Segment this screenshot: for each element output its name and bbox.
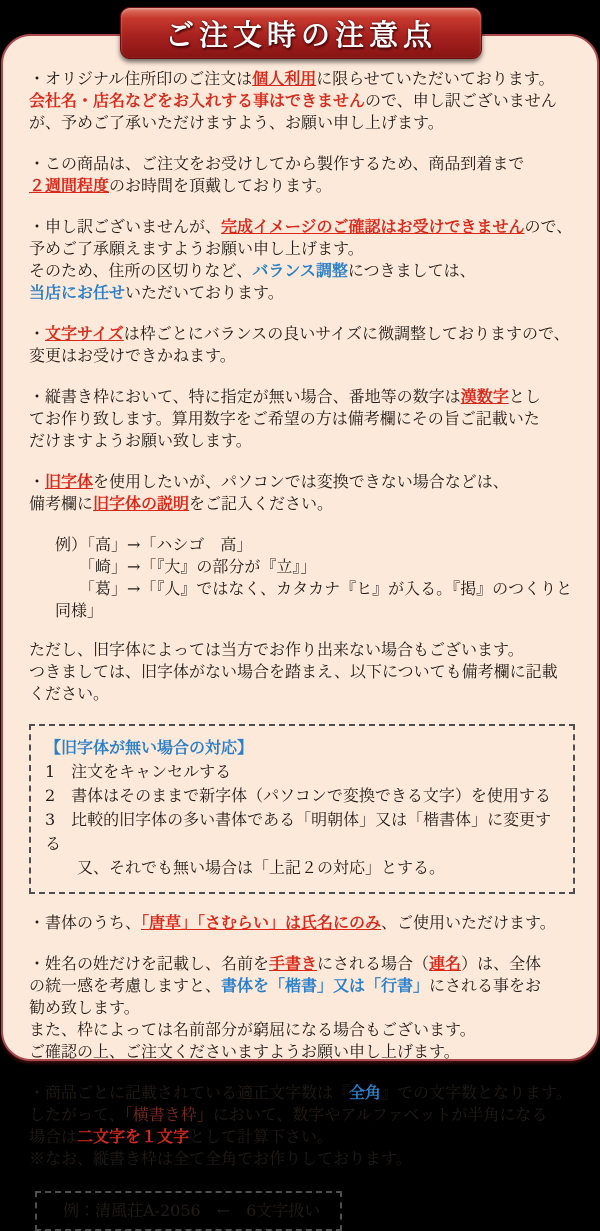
body-text: 備考欄に: [29, 494, 94, 513]
text-line: [29, 1126, 575, 1148]
title-banner: [120, 7, 482, 59]
body-text: ので、申し訳ございません: [365, 91, 557, 110]
text-line: [45, 760, 561, 784]
body-text: 例：清風荘A-2056 ← 6文字扱い: [63, 1201, 321, 1220]
body-text: につきましては、: [347, 261, 476, 280]
body-text: 「崎」→「『大』の部分が『立』」: [55, 557, 317, 576]
body-text: ）は、全体: [461, 954, 542, 973]
emphasized-text: 全角: [349, 1083, 382, 1102]
body-text: の統一感を考慮しますと、: [29, 976, 222, 995]
content-blocks: [29, 68, 575, 1231]
text-line: [29, 1104, 575, 1126]
body-text: ・: [29, 472, 46, 491]
old-kanji-examples: [29, 534, 575, 622]
body-text: 「葛」→「『人』ではなく、カタカナ『ヒ』が入る。『掲』のつくりと同様」: [55, 579, 573, 620]
body-text: ・姓名の姓だけを記載し、名前を: [29, 954, 270, 973]
body-text: だけますようお願い致します。: [29, 431, 252, 450]
emphasized-text: 【旧字体が無い場合の対応】: [45, 738, 254, 757]
body-text: 』での文字数となります。: [381, 1083, 572, 1102]
text-line: [55, 534, 575, 556]
body-text: とし: [508, 387, 541, 406]
body-text: にされる事をお: [429, 976, 542, 995]
body-text: 例）「高」→「ハシゴ 高」: [55, 535, 253, 554]
text-line: [45, 784, 561, 808]
text-line: [29, 216, 575, 238]
body-text: ので、: [524, 217, 573, 236]
notice-font-size: [29, 323, 575, 367]
text-line: [29, 112, 575, 134]
text-line: [29, 68, 575, 90]
notice-handwritten-name: [29, 953, 575, 1063]
text-line: [29, 90, 575, 112]
character-count-example-box: [35, 1191, 342, 1231]
text-line: [55, 556, 575, 578]
body-text: ・書体のうち、: [29, 913, 142, 932]
emphasized-text: 手書き: [269, 954, 318, 973]
emphasized-text: 個人利用: [252, 69, 317, 88]
emphasized-text: 会社名・店名などをお入れする事はできません: [29, 91, 366, 110]
body-text: は枠ごとにバランスの良いサイズに微調整しておりますので、: [123, 324, 570, 343]
body-text: そのため、住所の区切りなど、: [29, 261, 253, 280]
emphasized-text: 当店にお任せ: [29, 283, 126, 302]
text-line: [29, 345, 575, 367]
emphasized-text: バランス調整: [252, 261, 348, 280]
body-text: つきましては、旧字体がない場合を踏まえ、以下についても備考欄に記載: [29, 662, 558, 681]
notice-kanji-numerals: [29, 386, 575, 452]
text-line: [29, 1019, 575, 1041]
body-text: を使用したいが、パソコンでは変換できない場合などは、: [93, 472, 509, 491]
text-line: [29, 153, 575, 175]
notice-old-kanji: [29, 471, 575, 515]
text-line: [29, 175, 575, 197]
page-title: ご注文時の注意点: [164, 17, 437, 52]
body-text: に限らせていただいております。: [316, 69, 555, 88]
body-text: が、予めご了承いただけますよう、お願い申し上げます。: [29, 113, 444, 132]
emphasized-text: 旧字体の説明: [93, 494, 190, 513]
body-text: において、数字やアルファベットが半角になる: [212, 1105, 548, 1124]
text-line: [29, 975, 575, 997]
text-line: [29, 493, 575, 515]
body-text: ・この商品は、ご注文をお受けしてから製作するため、商品到着まで: [29, 154, 525, 173]
text-line: [29, 683, 575, 705]
text-line: [29, 260, 575, 282]
body-text: ご確認の上、ご注文くださいますようお願い申し上げます。: [29, 1042, 460, 1061]
text-line: [55, 578, 575, 622]
notice-typeface-restriction: [29, 912, 575, 934]
emphasized-text: 「横書き枠」: [124, 1105, 213, 1124]
body-text: をご記入ください。: [189, 494, 334, 513]
text-line: [29, 997, 575, 1019]
notice-panel: [1, 34, 599, 1220]
body-text: 予めご了承願えますようお願い申し上げます。: [29, 239, 364, 258]
body-text: ・: [29, 324, 46, 343]
body-text: 変更はお受けできかねます。: [29, 346, 236, 365]
text-line: [29, 408, 575, 430]
body-text: ・商品ごとに記載されている適正文字数は『: [29, 1083, 350, 1102]
notice-character-count: [29, 1082, 575, 1170]
body-text: いただいております。: [125, 283, 284, 302]
emphasized-text: 連名: [429, 954, 462, 973]
emphasized-text: 文字サイズ: [45, 324, 124, 343]
body-text: ください。: [29, 684, 110, 703]
text-line: [45, 808, 561, 856]
body-text: 勧め致します。: [29, 998, 140, 1017]
body-text: ・縦書き枠において、特に指定が無い場合、番地等の数字は: [29, 387, 461, 406]
emphasized-text: 「唐草」「さむらい」は氏名にのみ: [141, 913, 382, 932]
body-text: したがって、: [29, 1105, 125, 1124]
text-line: [29, 323, 575, 345]
body-text: 1 注文をキャンセルする: [45, 762, 232, 781]
notice-production-time: [29, 153, 575, 197]
text-line: [29, 430, 575, 452]
body-text: また、枠によっては名前部分が窮屈になる場合もございます。: [29, 1020, 476, 1039]
notice-old-kanji-unavailable: [29, 639, 575, 705]
emphasized-text: 書体を「楷書」又は「行書」: [221, 976, 430, 995]
text-line: [29, 386, 575, 408]
text-line: [29, 1041, 575, 1063]
text-line: [63, 1200, 320, 1222]
text-line: [29, 471, 575, 493]
text-line: [29, 282, 575, 304]
body-text: 、ご使用いただけます。: [381, 913, 556, 932]
text-line: [29, 1148, 575, 1170]
text-line: [29, 639, 575, 661]
body-text: として計算下さい。: [189, 1127, 334, 1146]
notice-personal-use: [29, 68, 575, 134]
text-line: [29, 1082, 575, 1104]
emphasized-text: 二文字を１文字: [77, 1127, 190, 1146]
text-line: [29, 912, 575, 934]
body-text: 場合は: [29, 1127, 78, 1146]
body-text: てお作り致します。算用数字をご希望の方は備考欄にその旨ご記載いた: [29, 409, 540, 428]
body-text: 2 書体はそのままで新字体（パソコンで変換できる文字）を使用する: [45, 786, 551, 805]
text-line: [45, 856, 561, 880]
text-line: [29, 661, 575, 683]
body-text: ※なお、縦書き枠は全て全角でお作りしております。: [29, 1149, 412, 1168]
emphasized-text: 完成イメージのご確認はお受けできません: [221, 217, 525, 236]
body-text: ・申し訳ございませんが、: [29, 217, 222, 236]
body-text: 又、それでも無い場合は「上記２の対応」とする。: [45, 858, 446, 877]
text-line: [45, 736, 561, 760]
body-text: ただし、旧字体によっては当方でお作り出来ない場合もございます。: [29, 640, 524, 659]
emphasized-text: 漢数字: [460, 387, 509, 406]
notice-no-proof-image: [29, 216, 575, 304]
body-text: にされる場合（: [317, 954, 430, 973]
emphasized-text: 旧字体: [45, 472, 94, 491]
body-text: 3 比較的旧字体の多い書体である「明朝体」又は「楷書体」に変更する: [45, 810, 552, 853]
text-line: [29, 953, 575, 975]
emphasized-text: ２週間程度: [29, 176, 110, 195]
body-text: ・オリジナル住所印のご注文は: [29, 69, 253, 88]
text-line: [29, 238, 575, 260]
old-kanji-fallback-box: [29, 724, 575, 894]
body-text: のお時間を頂戴しております。: [109, 176, 332, 195]
